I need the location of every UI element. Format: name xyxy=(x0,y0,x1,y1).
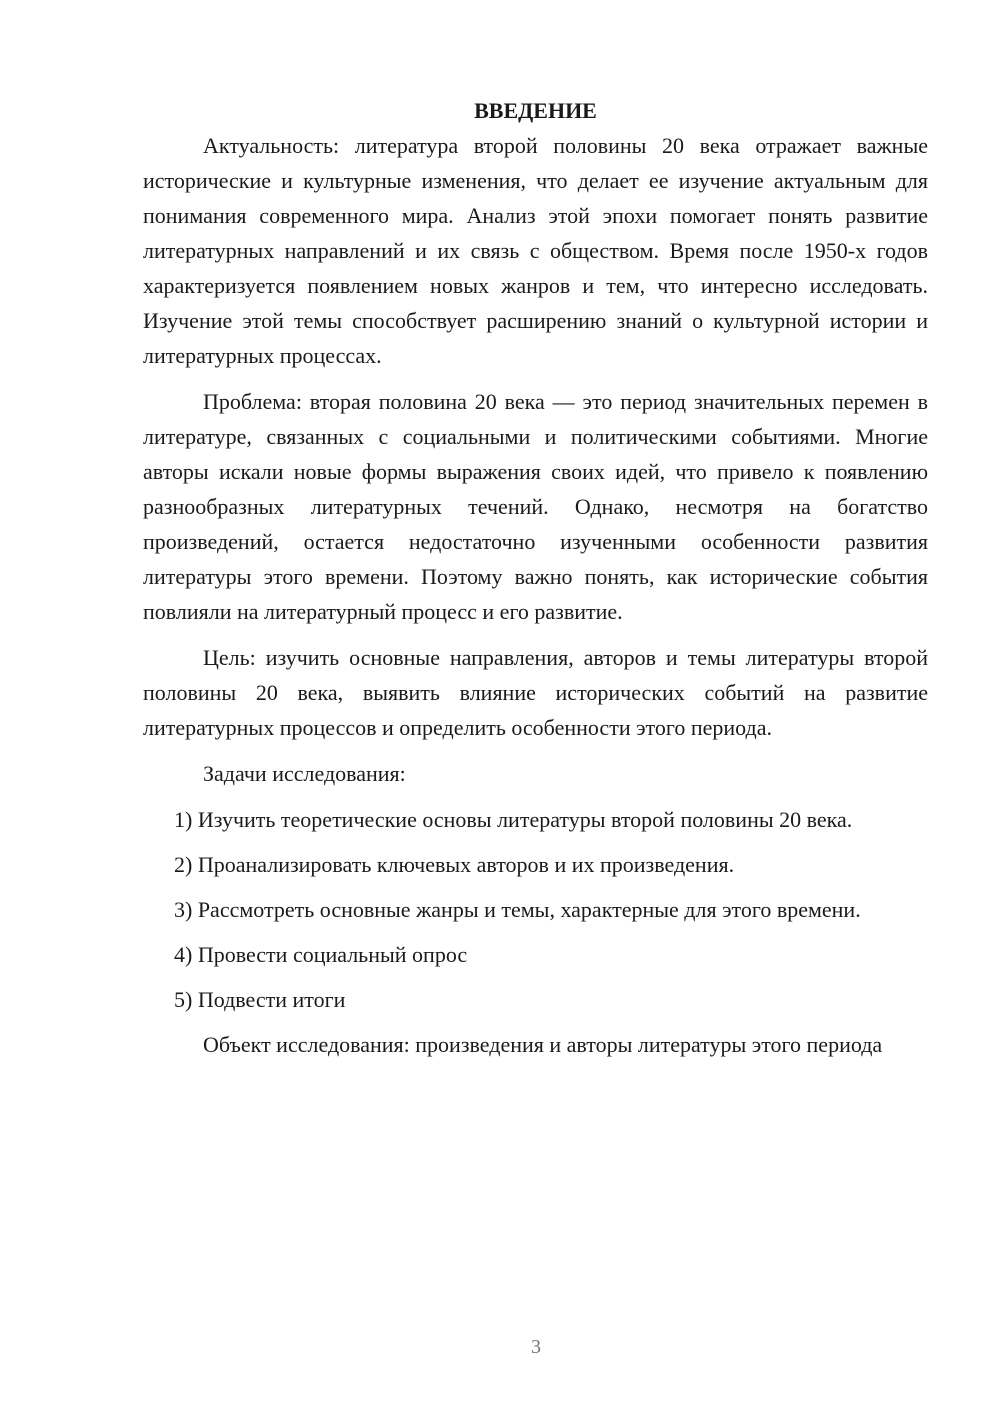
page-content xyxy=(143,93,928,1073)
tasks-heading: Задачи исследования: xyxy=(203,761,406,786)
task-item: 4) Провести социальный опрос xyxy=(174,942,468,967)
problem-paragraph: Проблема: вторая половина 20 века — это период значительных перемен в литературе, связанных с социальными и политическими событиями. Многие авторы искали новые формы выражения своих идей, что привело к появлению разнообразных литературных течений. Однако, несмотря на богатство произведений, остается недостаточно изученными особенности развития литературы этого времени. Поэтому важно понять, как исторические события повлияли на литературный процесс и его развитие. xyxy=(143,389,928,624)
task-item: 2) Проанализировать ключевых авторов и их произведения. xyxy=(174,852,735,877)
object-paragraph: Объект исследования: произведения и авторы литературы этого периода xyxy=(203,1032,883,1057)
task-item: 1) Изучить теоретические основы литературы второй половины 20 века. xyxy=(174,807,853,832)
page-title: ВВЕДЕНИЕ xyxy=(474,98,597,123)
task-item: 3) Рассмотреть основные жанры и темы, характерные для этого времени. xyxy=(174,897,861,922)
relevance-paragraph: Актуальность: литература второй половины 20 века отражает важные исторические и культурные изменения, что делает ее изучение актуальным для понимания современного мира. Анализ этой эпохи помогает понять развитие литературных направлений и их связь с обществом. Время после 1950-х годов характеризуется появлением новых жанров и тем, что интересно исследовать. Изучение этой темы способствует расширению знаний о культурной истории и литературных процессах. xyxy=(143,133,928,368)
goal-paragraph: Цель: изучить основные направления, авторов и темы литературы второй половины 20 века, выявить влияние исторических событий на развитие литературных процессов и определить особенности этого периода. xyxy=(143,645,928,740)
task-item: 5) Подвести итоги xyxy=(174,987,346,1012)
page-number: 3 xyxy=(531,1336,541,1358)
